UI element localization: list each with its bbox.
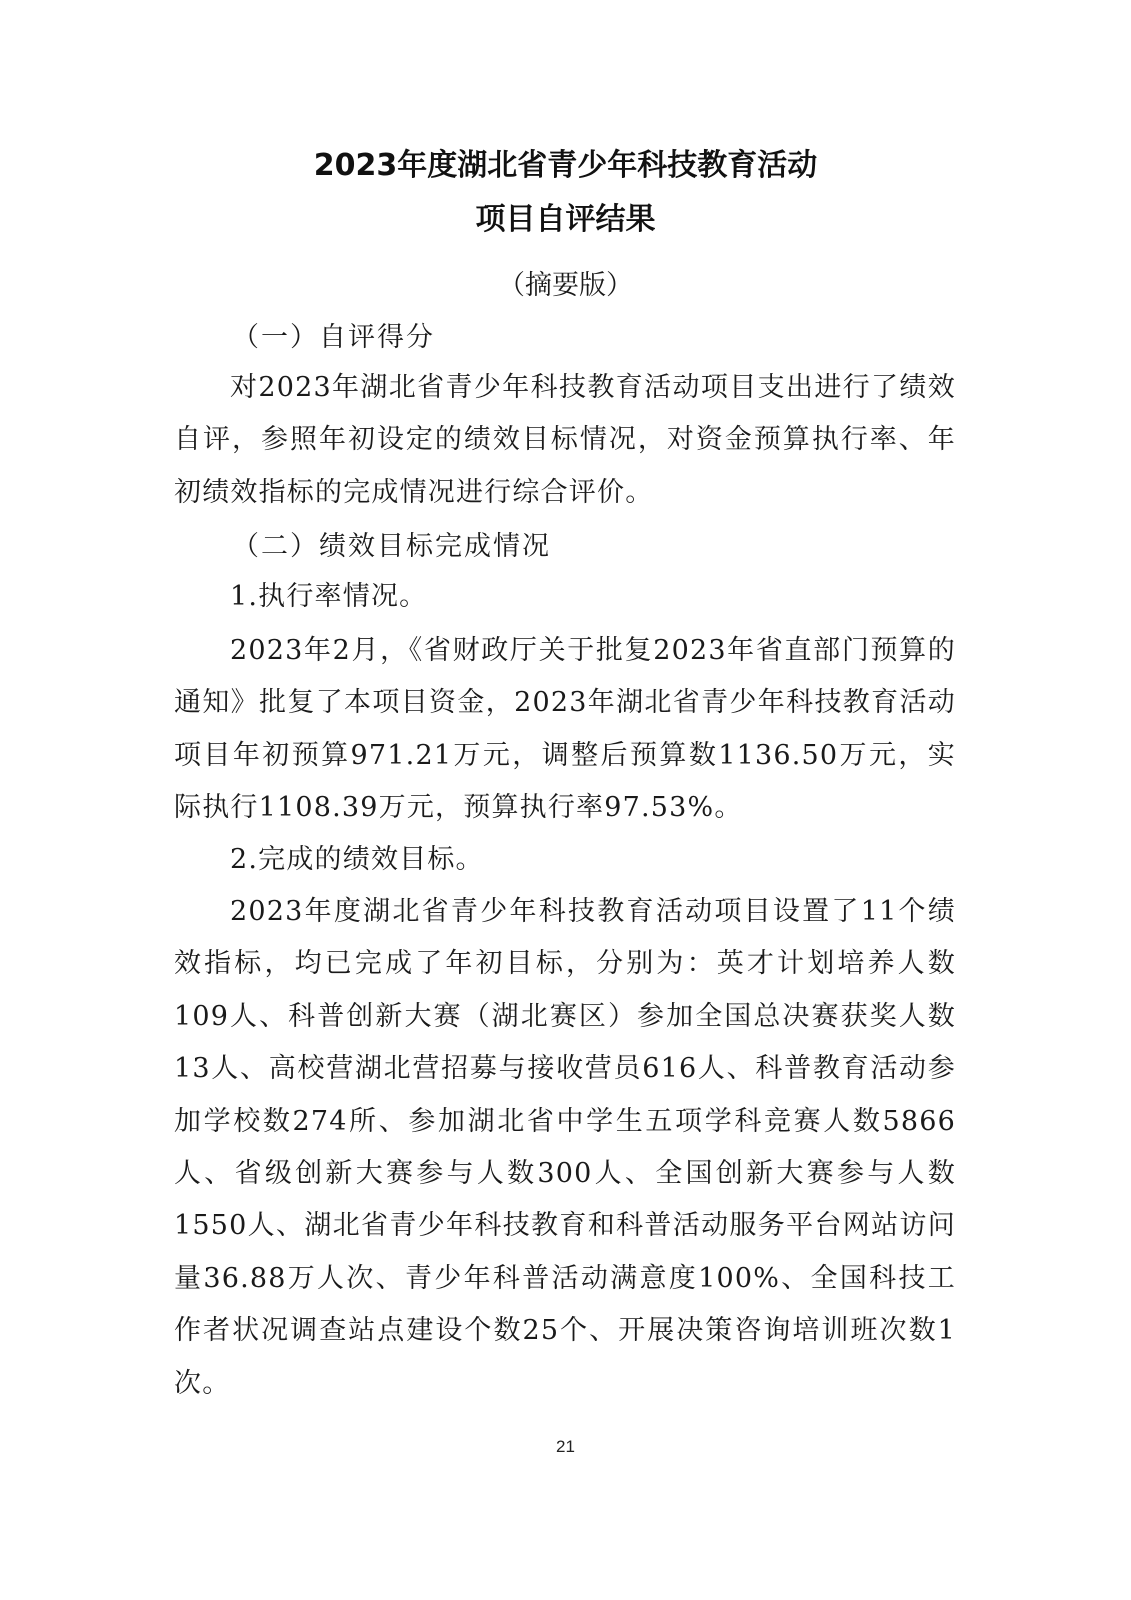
execution-rate-heading: 1.执行率情况。 [230, 581, 428, 612]
execution-rate-paragraph: 2023年2月，《省财政厅关于批复2023年省直部门预算的通知》批复了本项目资金，2023年湖北省青少年科技教育活动项目年初预算971.21万元，调整后预算数1136.50万元，实际执行1108.39万元，预算执行率97.53%。 [174, 635, 956, 824]
document-title-line1: 2023年度湖北省青少年科技教育活动 [313, 148, 818, 183]
document-title-line2: 项目自评结果 [475, 202, 656, 237]
section2-heading: （二）绩效目标完成情况 [232, 531, 551, 562]
performance-goals-paragraph: 2023年度湖北省青少年科技教育活动项目设置了11个绩效指标，均已完成了年初目标，分别为：英才计划培养人数109人、科普创新大赛（湖北赛区）参加全国总决赛获奖人数13人、高校营湖北营招募与接收营员616人、科普教育活动参加学校数274所、参加湖北省中学生五项学科竞赛人数5866人、省级创新大赛参与人数300人、全国创新大赛参与人数1550人、湖北省青少年科技教育和科普活动服务平台网站访问量36.88万人次、青少年科普活动满意度100%、全国科技工作者状况调查站点建设个数25个、开展决策咨询培训班次数1次。 [174, 896, 956, 1399]
section1-paragraph: 对2023年湖北省青少年科技教育活动项目支出进行了绩效自评，参照年初设定的绩效目标情况，对资金预算执行率、年初绩效指标的完成情况进行综合评价。 [174, 372, 956, 508]
page-number: 21 [556, 1437, 575, 1456]
section1-heading: （一）自评得分 [232, 322, 435, 353]
performance-goals-heading: 2.完成的绩效目标。 [230, 844, 484, 875]
document-subtitle: （摘要版） [498, 270, 633, 301]
